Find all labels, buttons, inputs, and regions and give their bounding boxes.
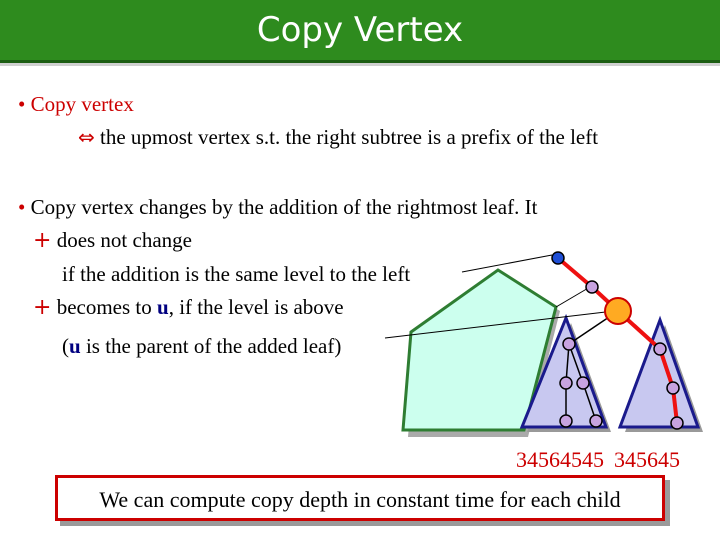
summary-text: We can compute copy depth in constant time for each child xyxy=(99,487,621,512)
tree-node xyxy=(590,415,602,427)
tree-node xyxy=(560,377,572,389)
slide-title: Copy Vertex xyxy=(256,10,464,50)
item2-cont-open: ( xyxy=(62,334,69,358)
item2-post: , if the level is above xyxy=(168,295,344,319)
summary-box xyxy=(55,475,665,521)
tree-node xyxy=(586,281,598,293)
right-sequence: 345645 xyxy=(614,447,680,472)
item2-var-u: u xyxy=(157,295,169,319)
item2-cont-var-u: u xyxy=(69,334,81,358)
leader-line xyxy=(556,287,590,307)
bullet1-marker: • xyxy=(18,92,26,116)
right-triangle xyxy=(620,320,698,427)
sequence-labels xyxy=(516,447,690,473)
bullet2-marker: • xyxy=(18,195,26,219)
tree-node xyxy=(577,377,589,389)
tree-node-blue xyxy=(552,252,564,264)
tree-node xyxy=(560,415,572,427)
equivalence-arrow-icon: ⇔ xyxy=(78,125,95,149)
item1-text: does not change xyxy=(56,228,192,252)
bullet1-heading: Copy vertex xyxy=(30,92,134,116)
tree-node xyxy=(654,343,666,355)
left-sequence: 34564545 xyxy=(516,447,604,472)
leader-line xyxy=(462,255,552,272)
item2-cont-post: is the parent of the added leaf) xyxy=(80,334,342,358)
item2-pre: becomes to xyxy=(56,295,157,319)
definition-text: the upmost vertex s.t. the right subtree is a prefix of the left xyxy=(100,125,599,149)
copy-vertex-node xyxy=(605,298,631,324)
tree-node xyxy=(667,382,679,394)
plus-icon: + xyxy=(33,295,52,320)
tree-node xyxy=(563,338,575,350)
tree-node xyxy=(671,417,683,429)
bullet2-text: Copy vertex changes by the addition of the rightmost leaf. It xyxy=(30,195,538,219)
plus-icon: + xyxy=(33,228,52,253)
item1-continuation: if the addition is the same level to the left xyxy=(62,262,411,286)
